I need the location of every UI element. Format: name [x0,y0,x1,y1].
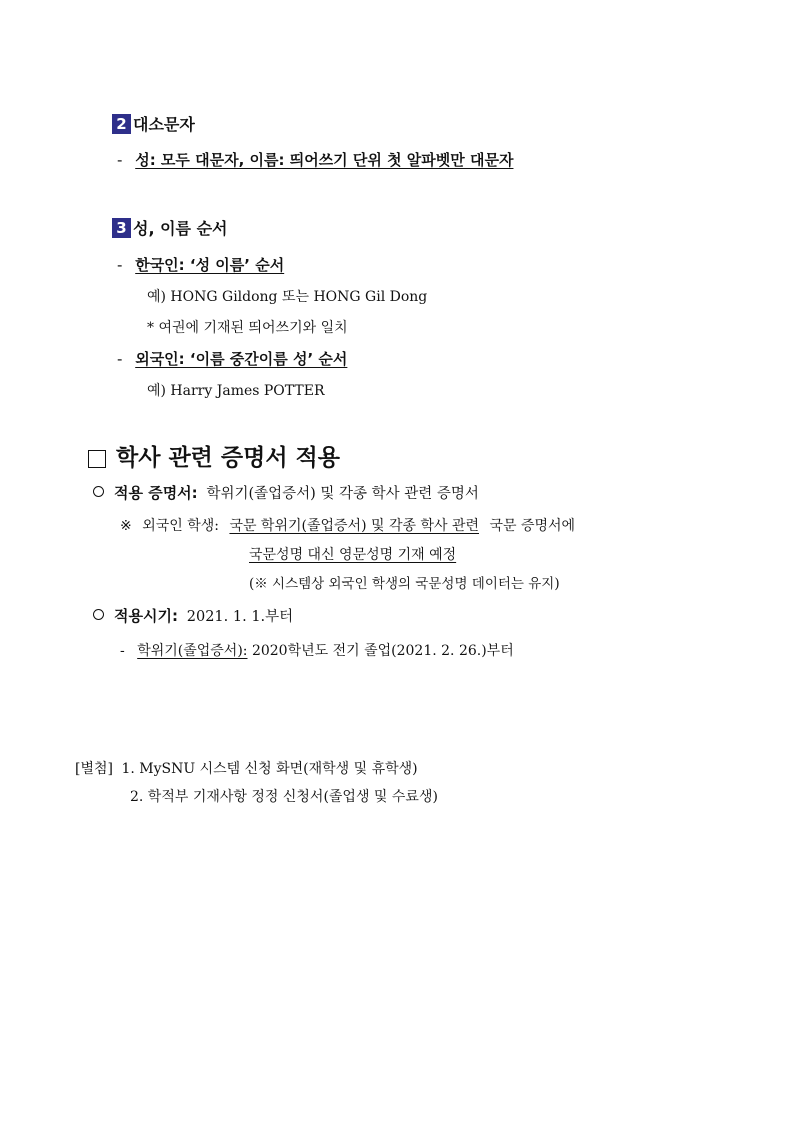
diploma-underlined: 학위기(졸업증서): [137,643,248,659]
circle-bullet-icon [93,486,104,497]
apply-cert-line [93,482,479,503]
main-heading-title: 학사 관련 증명서 적용 [116,445,340,471]
diploma-line [120,640,514,660]
dash: - [120,643,125,659]
dash: - [117,151,123,169]
apply-cert-label: 적용 증명서: [114,484,198,502]
foreign-note-prefix: 외국인 학생: [142,518,219,534]
korean-example: 예) HONG Gildong 또는 HONG Gil Dong [147,289,428,305]
section-title: 대소문자 [133,115,195,134]
diploma-text: 2020학년도 전기 졸업(2021. 2. 26.)부터 [251,643,514,659]
case-rule-line [117,149,513,170]
korean-order-line [117,254,284,275]
reference-mark: ※ [120,518,132,534]
attachment-item-1: 1. MySNU 시스템 신청 화면(재학생 및 휴학생) [121,761,418,777]
foreign-note-line-1 [120,515,575,535]
section-number-badge: 3 [112,218,131,238]
korean-note: * 여권에 기재된 띄어쓰기와 일치 [147,320,348,336]
checkbox-square-icon [88,450,106,468]
apply-time-line [93,605,293,626]
foreign-order-label: 외국인: ‘이름 중간이름 성’ 순서 [135,350,348,368]
foreign-note-paren: (※ 시스템상 외국인 학생의 국문성명 데이터는 유지) [249,576,560,592]
foreign-note-underlined-1: 국문 학위기(졸업증서) 및 각종 학사 관련 [229,518,479,534]
dash: - [117,256,123,274]
attachment-label: [별첨] [75,761,113,777]
dash: - [117,350,123,368]
apply-cert-text: 학위기(졸업증서) 및 각종 학사 관련 증명서 [206,486,479,502]
korean-order-label: 한국인: ‘성 이름’ 순서 [135,256,285,274]
section-3-heading [112,216,228,239]
foreign-note-underlined-2: 국문성명 대신 영문성명 기재 예정 [249,547,457,563]
foreign-example: 예) Harry James POTTER [147,383,325,399]
section-2-heading [112,112,195,135]
attachment-line-1 [75,758,418,778]
foreign-note-rest: 국문 증명서에 [489,518,576,534]
apply-time-text: 2021. 1. 1.부터 [186,609,294,625]
foreign-note-line-2 [249,544,456,564]
section-number-badge: 2 [112,114,131,134]
attachment-item-2: 2. 학적부 기재사항 정정 신청서(졸업생 및 수료생) [130,789,438,805]
apply-time-label: 적용시기: [114,607,178,625]
circle-bullet-icon [93,609,104,620]
case-rule-text: 성: 모두 대문자, 이름: 띄어쓰기 단위 첫 알파벳만 대문자 [135,151,514,169]
main-heading [88,439,340,472]
foreign-order-line [117,348,347,369]
section-title: 성, 이름 순서 [133,219,228,238]
